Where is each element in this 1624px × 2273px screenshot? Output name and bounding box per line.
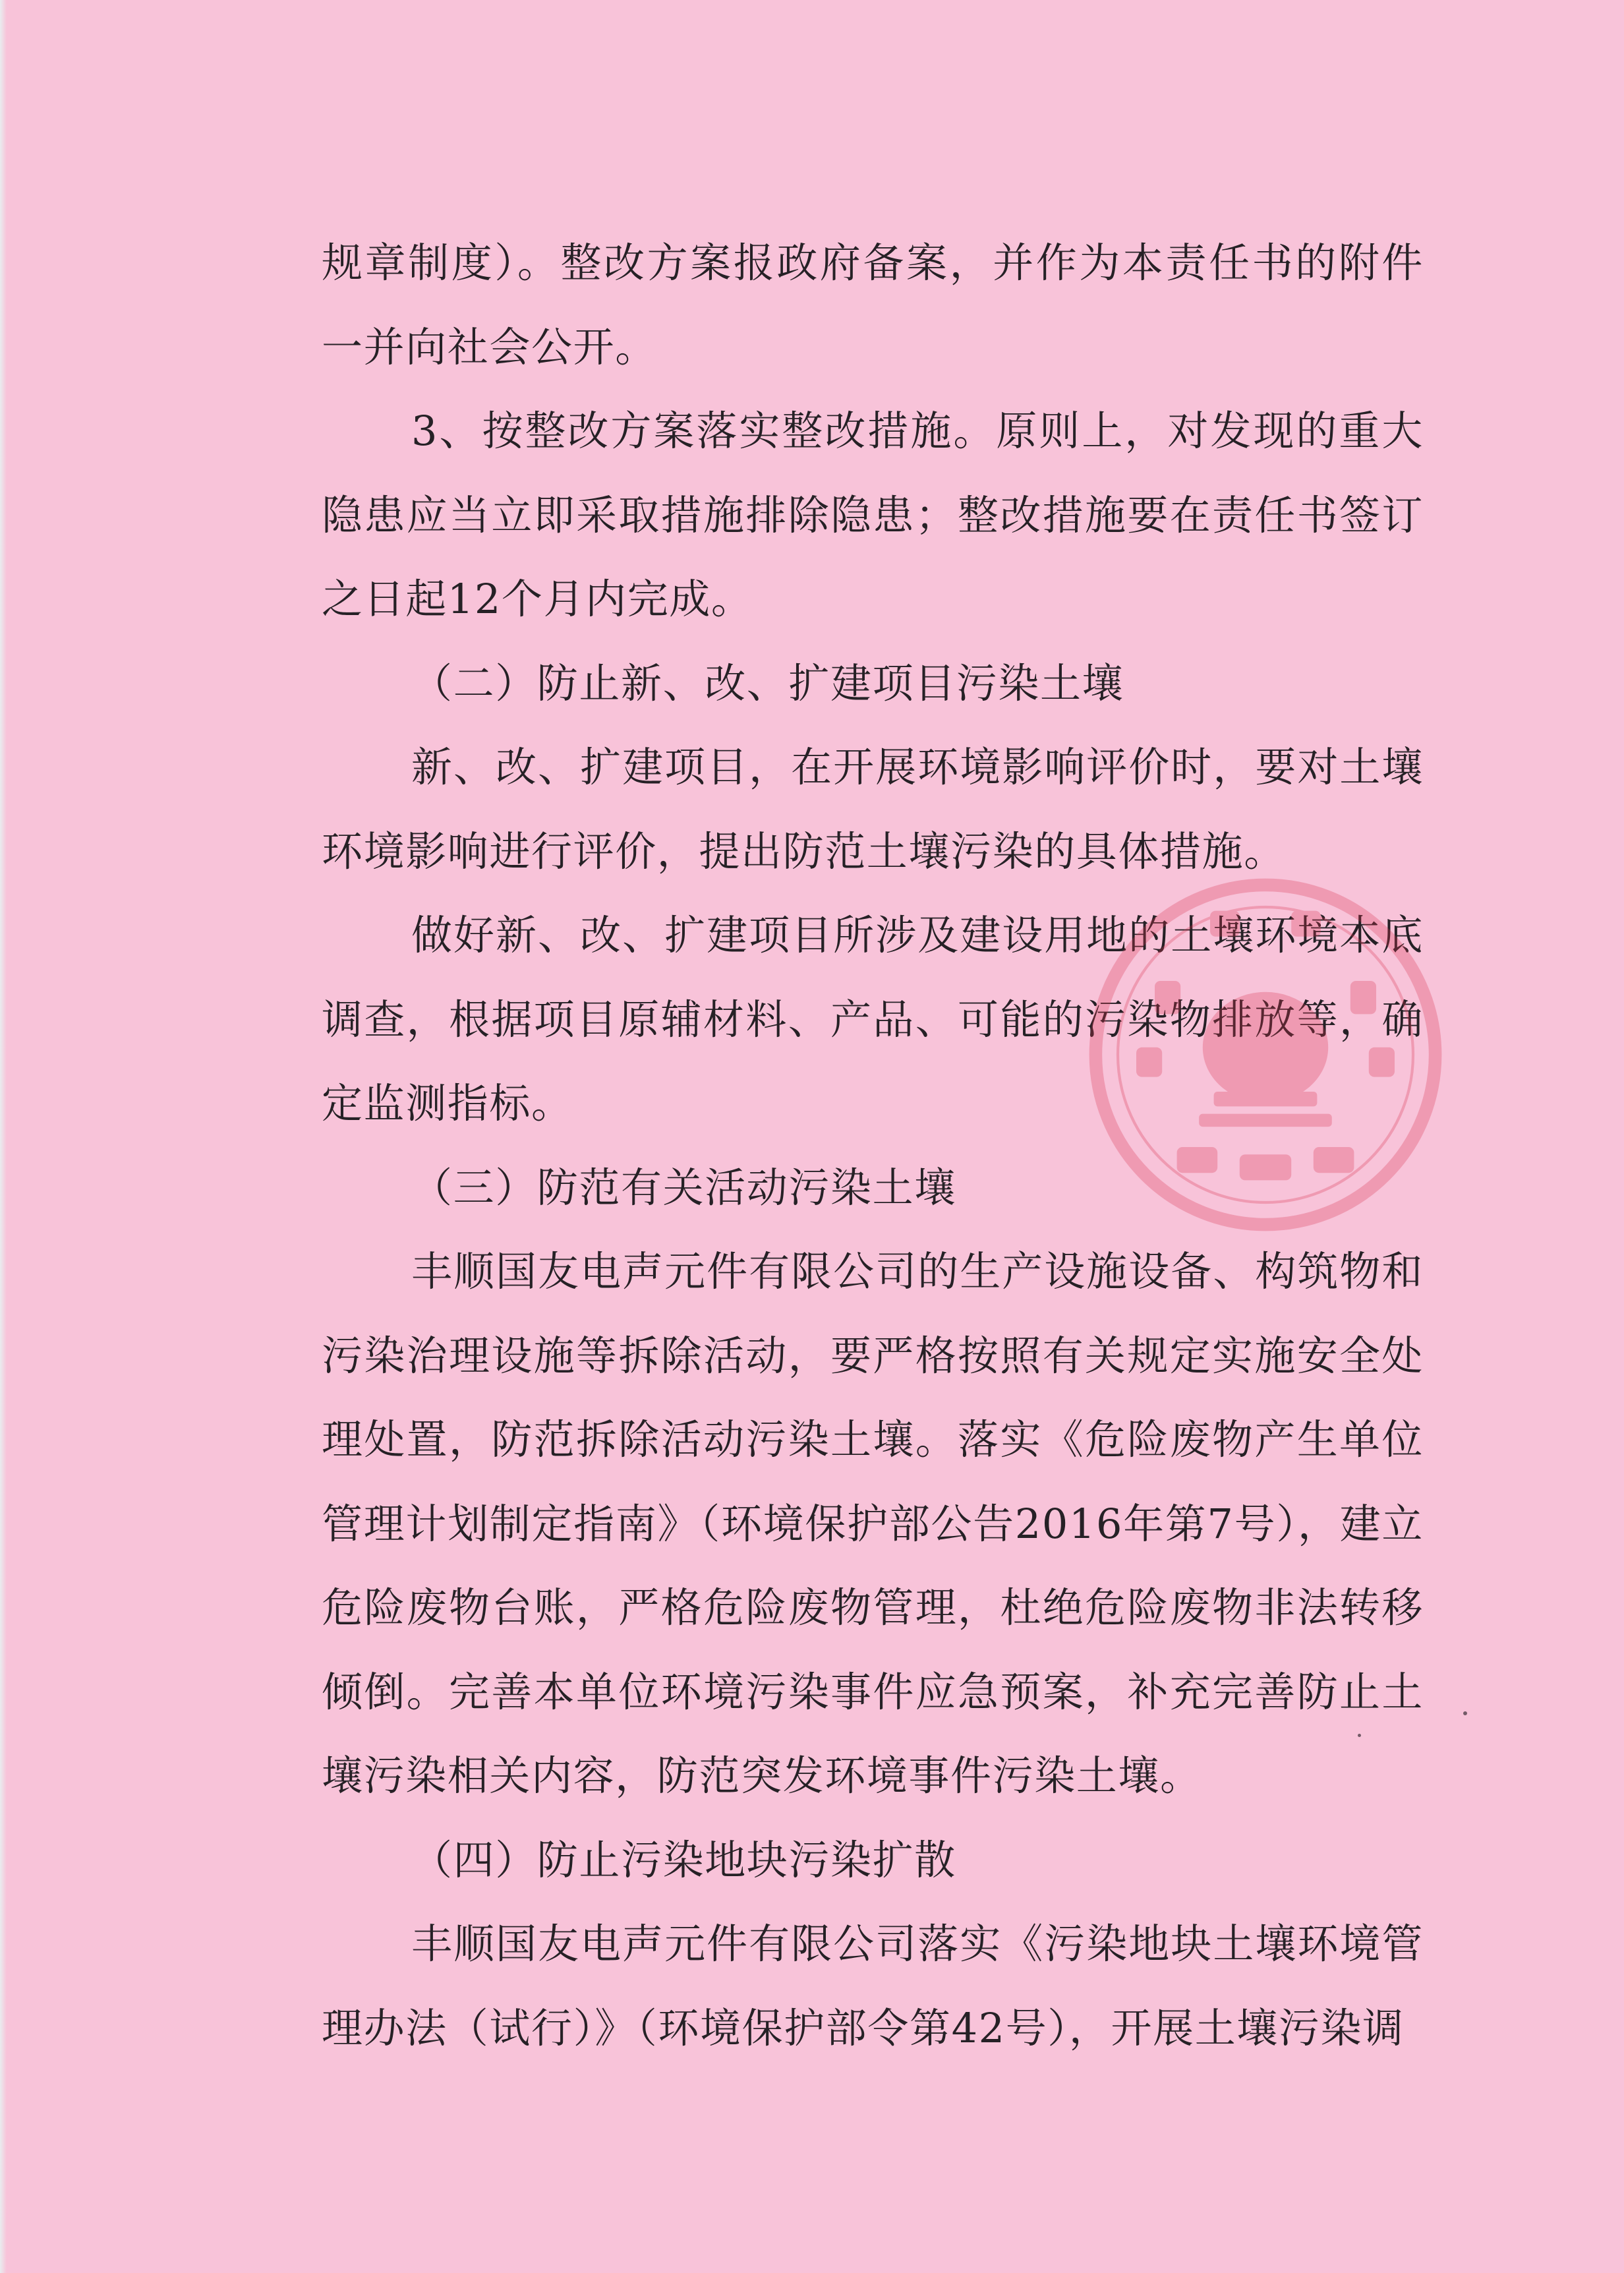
- paragraph-baseline-survey: 做好新、改、扩建项目所涉及建设用地的土壤环境本底调查，根据项目原辅材料、产品、可能的污染物排放等，确定监测指标。: [322, 911, 1424, 1127]
- section-heading-4: （四）防止污染地块污染扩散: [411, 1835, 956, 1884]
- scan-speck: [1463, 1711, 1467, 1715]
- paragraph-item-3-implement-measures: 3、按整改方案落实整改措施。原则上，对发现的重大隐患应当立即采取措施排除隐患；整改措施要在责任书签订之日起12个月内完成。: [322, 407, 1424, 623]
- section-heading-2: （二）防止新、改、扩建项目污染土壤: [411, 659, 1124, 707]
- scan-speck: [1358, 1734, 1361, 1737]
- paragraph-contaminated-site-management: 丰顺国友电声元件有限公司落实《污染地块土壤环境管理办法（试行）》（环境保护部令第42号），开展土壤污染调: [322, 1920, 1424, 2052]
- paragraph-environmental-assessment: 新、改、扩建项目，在开展环境影响评价时，要对土壤环境影响进行评价，提出防范土壤污染的具体措施。: [322, 743, 1424, 875]
- section-heading-3: （三）防范有关活动污染土壤: [411, 1163, 956, 1212]
- document-body: [322, 221, 1424, 2070]
- paragraph-demolition-and-hazardous-waste: 丰顺国友电声元件有限公司的生产设施设备、构筑物和污染治理设施等拆除活动，要严格按照有关规定实施安全处理处置，防范拆除活动污染土壤。落实《危险废物产生单位管理计划制定指南》（环境保护部公告2016年第7号），建立危险废物台账，严格危险废物管理，杜绝危险废物非法转移倾倒。完善本单位环境污染事件应急预案，补充完善防止土壤污染相关内容，防范突发环境事件污染土壤。: [322, 1247, 1424, 1800]
- paragraph-rectification-plan-filing: 规章制度）。整改方案报政府备案，并作为本责任书的附件一并向社会公开。: [322, 239, 1424, 371]
